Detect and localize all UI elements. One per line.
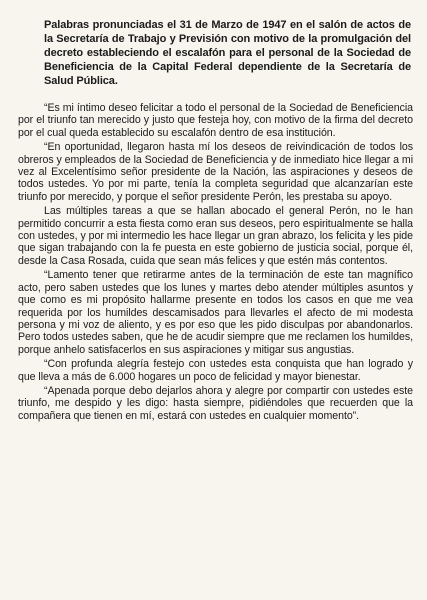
paragraph-4: “Lamento tener que retirarme antes de la terminación de este tan magnífico acto, pero saben ustedes que los lunes y martes debo atender múltiples asuntos y que como es mi propósito hallarme presente en todos los casos en que me vea requerida por los humildes descamisados para llevarles el afecto de mi modesta persona y mi voz de aliento, y es por eso que les pido disculpas por abandonarlos. Pero todos ustedes saben, que he de acudir siempre que me reclamen los humildes, porque anhelo satisfacerlos en sus aspiraciones y mitigar sus angustias. [18,269,413,356]
paragraph-6: “Apenada porque debo dejarlos ahora y alegre por compartir con ustedes este triunfo, me despido y les digo: hasta siempre, pidiéndoles que recuerden que la compañera que tienen en mí, estará con ustedes en cualquier momento”. [18,384,413,422]
paragraph-3: Las múltiples tareas a que se hallan abocado el general Perón, no le han permitido concurrir a esta fiesta como eran sus deseos, pero espiritualmente se halla con ustedes, y por mi intermedio les hace llegar un gran abrazo, los felicita y les pide que sigan trabajando con la fe puesta en este gobierno de justicia social, porque él, desde la Casa Rosada, cuida que sean más felices y que estén más contentos. [18,205,413,267]
paragraph-2: “En oportunidad, llegaron hasta mí los deseos de reivindicación de todos los obreros y empleados de la Sociedad de Beneficiencia y de inmediato hice llegar a mi vez al Excelentísimo señor presidente de la Nación, las aspiraciones y deseos de todos ustedes. Yo por mi parte, tenía la completa seguridad que alcanzarían este triunfo por merecido, y porque el señor presidente Perón, les prestaba su apoyo. [18,141,413,203]
speech-heading: Palabras pronunciadas el 31 de Marzo de 1947 en el salón de actos de la Secretaría de Trabajo y Previsión con motivo de la promulgación del decreto estableciendo el escalafón para el personal de la Sociedad de Beneficiencia de la Capital Federal dependiente de la Secretaría de Salud Pública. [44,19,411,87]
paragraph-5: “Con profunda alegría festejo con ustedes esta conquista que han logrado y que lleva a más de 6.000 hogares un poco de felicidad y mayor bienestar. [18,358,413,383]
paragraph-1: “Es mi íntimo deseo felicitar a todo el personal de la Sociedad de Beneficiencia por el triunfo tan merecido y justo que festeja hoy, con motivo de la firma del decreto por el cual queda establecido su escalafón dentro de esa institución. [18,102,413,139]
speech-body [18,102,413,422]
